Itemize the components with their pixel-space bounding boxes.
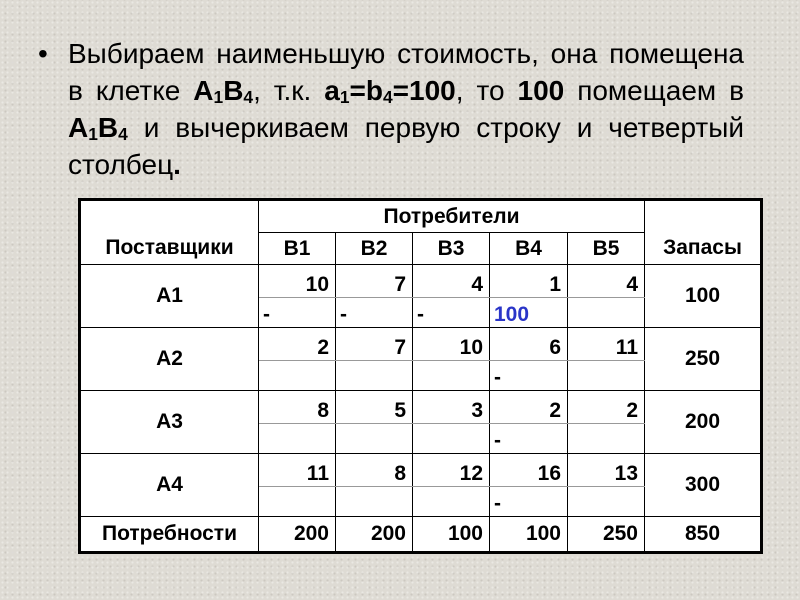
shipment-cell — [336, 487, 413, 517]
demand-label: Потребности — [81, 517, 259, 552]
cost-cell: 12 — [413, 454, 490, 487]
bullet-icon: • — [38, 38, 48, 69]
cost-cell: 13 — [568, 454, 645, 487]
cost-cell: 11 — [568, 328, 645, 361]
shipment-cell — [568, 298, 645, 328]
suppliers-header: Поставщики — [81, 201, 259, 265]
cost-cell: 6 — [490, 328, 568, 361]
cost-cell: 4 — [413, 265, 490, 298]
demand-value: 100 — [413, 517, 490, 552]
demand-value: 100 — [490, 517, 568, 552]
equation: $a_1=b_4=100$ — [324, 75, 456, 108]
supplier-label: A2 — [81, 328, 259, 391]
supply-value: 200 — [645, 391, 761, 454]
shipment-cell — [259, 487, 336, 517]
supplier-row-cost — [81, 391, 761, 424]
cell-ref-a1b4-second: $A_1B_4$ — [68, 112, 128, 145]
supplier-label: A4 — [81, 454, 259, 517]
supplier-row-cost — [81, 265, 761, 298]
cost-cell: 2 — [259, 328, 336, 361]
shipment-cell — [568, 487, 645, 517]
cost-cell: 8 — [336, 454, 413, 487]
text-part: Выбираем наименьшую стоимость, она помещена в клетке — [68, 38, 744, 106]
crossed-out-mark: - — [490, 424, 568, 454]
cost-cell: 2 — [490, 391, 568, 424]
consumer-header-b5: B5 — [568, 233, 645, 265]
supplier-row-cost — [81, 454, 761, 487]
cost-cell: 5 — [336, 391, 413, 424]
demand-row — [81, 517, 761, 552]
cost-cell: 7 — [336, 265, 413, 298]
consumer-header-b2: B2 — [336, 233, 413, 265]
text-period: . — [173, 149, 181, 180]
slide-paragraph — [38, 35, 744, 183]
cost-cell: 16 — [490, 454, 568, 487]
cost-cell: 8 — [259, 391, 336, 424]
cost-cell: 2 — [568, 391, 645, 424]
demand-value: 200 — [336, 517, 413, 552]
shipment-cell — [413, 487, 490, 517]
shipment-cell — [336, 424, 413, 454]
consumer-header-b1: B1 — [259, 233, 336, 265]
text-part: помещаем в — [564, 75, 745, 106]
cost-cell: 10 — [413, 328, 490, 361]
transport-table — [78, 198, 763, 554]
demand-value: 200 — [259, 517, 336, 552]
cost-cell: 4 — [568, 265, 645, 298]
shipment-cell: 100 — [490, 298, 568, 328]
value-100: 100 — [517, 75, 565, 106]
crossed-out-mark: - — [490, 487, 568, 517]
supply-value: 100 — [645, 265, 761, 328]
cost-cell: 10 — [259, 265, 336, 298]
total-value: 850 — [645, 517, 761, 552]
text-part: , т.к. — [253, 75, 325, 106]
cost-cell: 3 — [413, 391, 490, 424]
cost-cell: 11 — [259, 454, 336, 487]
shipment-cell — [336, 361, 413, 391]
supplies-header: Запасы — [645, 201, 761, 265]
crossed-out-mark: - — [413, 298, 490, 328]
text-part: , то — [455, 75, 518, 106]
supply-value: 300 — [645, 454, 761, 517]
supplier-label: A3 — [81, 391, 259, 454]
shipment-cell — [568, 361, 645, 391]
consumers-header: Потребители — [259, 201, 645, 233]
paragraph-text — [68, 35, 744, 183]
crossed-out-mark: - — [259, 298, 336, 328]
supplier-row-cost — [81, 328, 761, 361]
consumer-header-b4: B4 — [490, 233, 568, 265]
header-row-top — [81, 201, 761, 233]
supplier-label: A1 — [81, 265, 259, 328]
supply-value: 250 — [645, 328, 761, 391]
cost-cell: 7 — [336, 328, 413, 361]
demand-value: 250 — [568, 517, 645, 552]
consumer-header-b3: B3 — [413, 233, 490, 265]
cell-ref-a1b4: $A_1B_4$ — [193, 75, 254, 108]
text-part: и вычеркиваем первую строку и четвертый столбец — [68, 112, 744, 180]
shipment-cell — [259, 361, 336, 391]
shipment-cell — [413, 424, 490, 454]
crossed-out-mark: - — [490, 361, 568, 391]
shipment-cell — [568, 424, 645, 454]
shipment-cell — [259, 424, 336, 454]
cost-cell: 1 — [490, 265, 568, 298]
shipment-cell — [413, 361, 490, 391]
crossed-out-mark: - — [336, 298, 413, 328]
